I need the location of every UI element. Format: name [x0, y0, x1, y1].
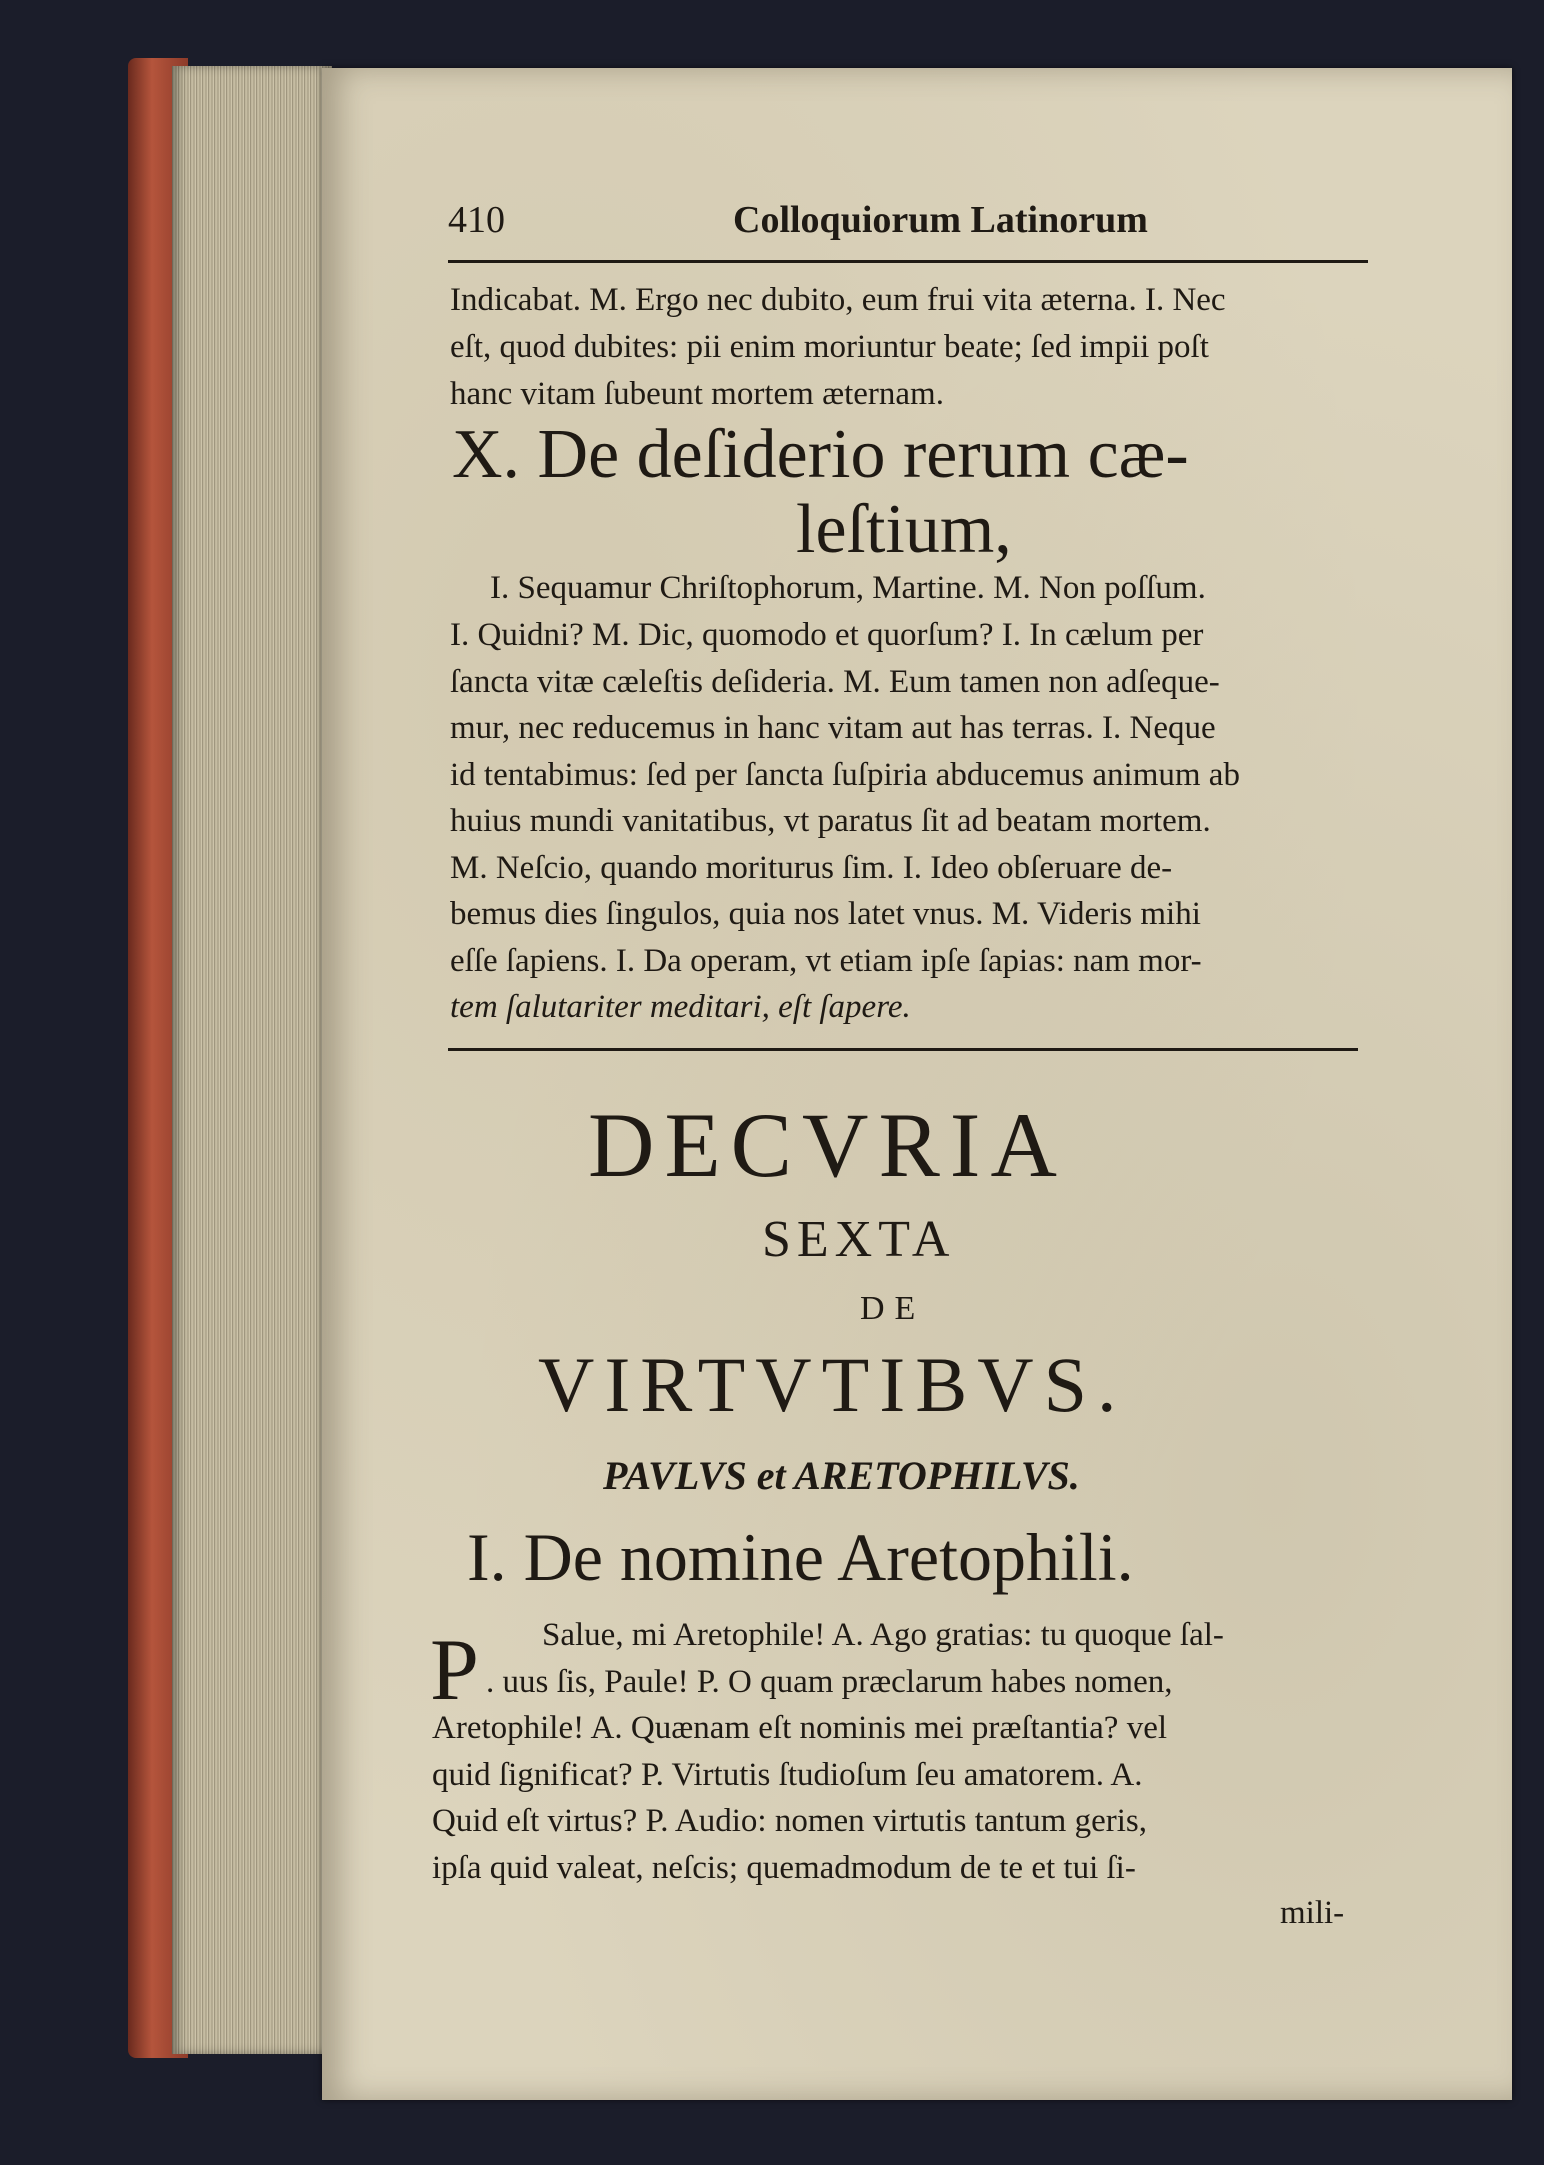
decuria-number: SEXTA	[762, 1211, 956, 1268]
text-line: ſancta vitæ cæleſtis deſideria. M. Eum tamen non adſeque-	[450, 664, 1220, 700]
section-rule	[448, 1048, 1358, 1051]
text-line: bemus dies ſingulos, quia nos latet vnus. M. Videris mihi	[450, 896, 1201, 932]
section-heading: X. De deſiderio rerum cæ-	[452, 416, 1189, 493]
text-line: Indicabat. M. Ergo nec dubito, eum frui vita æterna. I. Nec	[450, 282, 1226, 318]
book-page	[322, 68, 1512, 2100]
drop-cap: P	[430, 1622, 479, 1719]
running-title: Colloquiorum Latinorum	[733, 199, 1148, 241]
text-line: eſſe ſapiens. I. Da operam, vt etiam ipſe ſapias: nam mor-	[450, 943, 1202, 979]
text-line: M. Neſcio, quando moriturus ſim. I. Ideo obſeruare de-	[450, 850, 1173, 886]
decuria-title: DECVRIA	[588, 1094, 1067, 1196]
text-line: Aretophile! A. Quænam eſt nominis mei præſtantia? vel	[432, 1710, 1168, 1746]
decuria-topic: VIRTVTIBVS.	[538, 1341, 1127, 1428]
text-line: mur, nec reducemus in hanc vitam aut has terras. I. Neque	[450, 710, 1216, 746]
text-line: hanc vitam ſubeunt mortem æternam.	[450, 376, 944, 412]
page-number: 410	[448, 199, 505, 241]
text-line: I. Sequamur Chriſtophorum, Martine. M. Non poſſum.	[490, 570, 1206, 606]
text-line: I. Quidni? M. Dic, quomodo et quorſum? I. In cælum per	[450, 617, 1204, 653]
text-line: . uus ſis, Paule! P. O quam præclarum habes nomen,	[486, 1664, 1173, 1700]
text-line: ipſa quid valeat, neſcis; quemadmodum de te et tui ſi-	[432, 1850, 1136, 1886]
dialogue-heading: I. De nomine Aretophili.	[467, 1519, 1134, 1595]
text-line: tem ſalutariter meditari, eſt ſapere.	[450, 989, 911, 1025]
catchword: mili-	[1280, 1895, 1345, 1931]
page-edges	[172, 66, 332, 2054]
text-line: huius mundi vanitatibus, vt paratus ſit ad beatam mortem.	[450, 803, 1211, 839]
speakers-line: PAVLVS et ARETOPHILVS.	[603, 1453, 1080, 1498]
header-rule	[448, 260, 1368, 263]
text-line: Salue, mi Aretophile! A. Ago gratias: tu quoque ſal-	[542, 1617, 1224, 1653]
text-line: id tentabimus: ſed per ſancta ſuſpiria abducemus animum ab	[450, 757, 1240, 793]
decuria-de: DE	[860, 1290, 926, 1327]
text-line: Quid eſt virtus? P. Audio: nomen virtutis tantum geris,	[432, 1803, 1147, 1839]
text-line: quid ſignificat? P. Virtutis ſtudioſum ſeu amatorem. A.	[432, 1757, 1143, 1793]
section-heading-cont: leſtium,	[796, 491, 1012, 568]
text-line: eſt, quod dubites: pii enim moriuntur beate; ſed impii poſt	[450, 329, 1209, 365]
